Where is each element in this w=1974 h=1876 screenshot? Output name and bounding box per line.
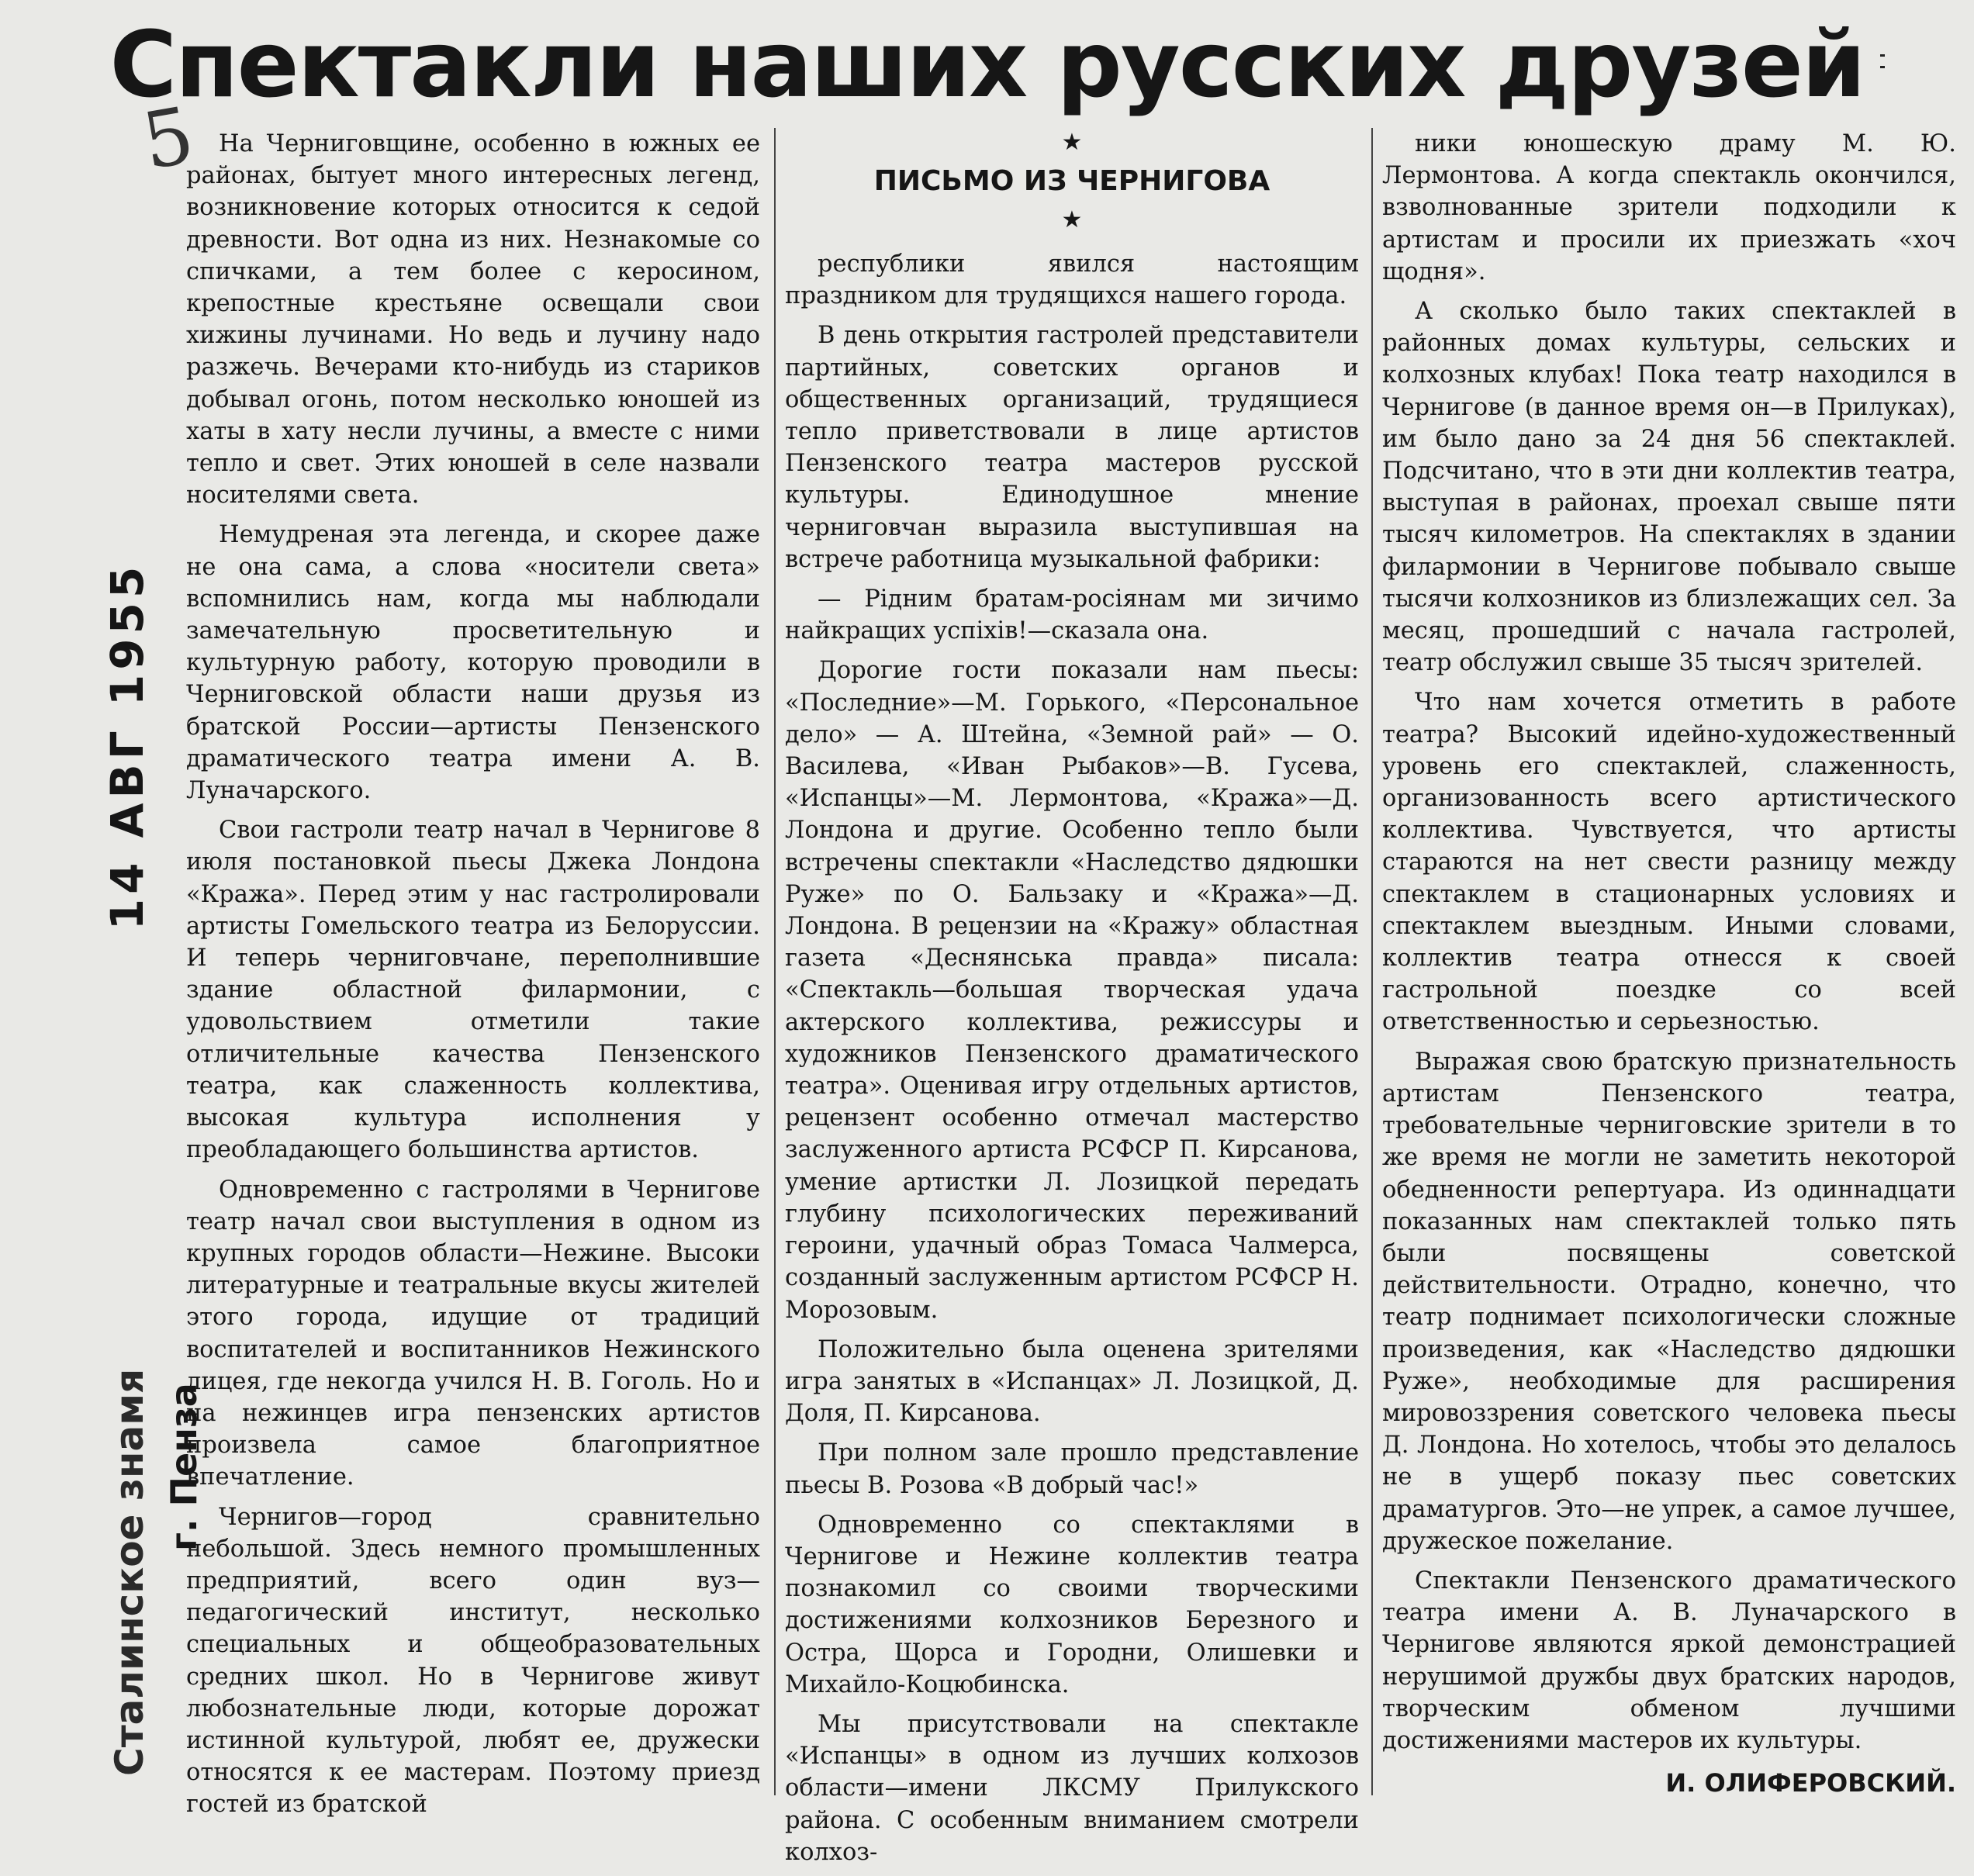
column-1 [186, 128, 760, 1829]
column-divider [774, 128, 776, 1795]
paragraph: республики явился настоящим праздником для трудящихся нашего города. [785, 250, 1359, 310]
author-signature: И. ОЛИФЕРОВСКИЙ. [1665, 1768, 1956, 1798]
paragraph: Одновременно со спектаклями в Чернигове и Нежине коллектив театра познакомил со своими творческими достижениями колхозников Березного и Остра, Щорса и Городни, Олишевки и Михайло-Коцюбинска. [785, 1511, 1359, 1698]
paragraph: Что нам хочется отметить в работе театра? Высокий идейно-художественный уровень его спектаклей, слаженность, организованность всего артистического коллектива. Чувствуется, что артисты стараются на нет свести разницу между спектаклем в стационарных условиях и спектаклем выездным. Иными словами, коллектив театра отнесся к своей гастрольной поездке со всей ответственностью и серьезностью. [1382, 689, 1956, 1036]
paragraph: Положительно была оценена зрителями игра занятых в «Испанцах» Л. Лозицкой, Д. Доля, П. Кирсанова. [785, 1335, 1359, 1428]
paragraph: ники юношескую драму М. Ю. Лермонтова. А когда спектакль окончился, взволнованные зрители подходили к артистам и просили их приезжать «хоч щодня». [1382, 130, 1956, 285]
margin-mark: 5 [136, 89, 201, 188]
star-icon: ★ [1061, 129, 1083, 156]
paragraph: Немудреная эта легенда, и скорее даже не она сама, а слова «носители света» вспомнились нам, когда мы наблюдали замечательную просветительную и культурную работу, которую проводили в Черниговской области наши друзья из братской России—артисты Пензенского драматического театра имени А. В. Луначарского. [186, 521, 760, 805]
column-divider [1371, 128, 1373, 1795]
stamp-newspaper: Сталинское знамя [107, 1368, 152, 1776]
star-icon: ★ [1061, 206, 1083, 233]
stamp-city: г. Пенза [163, 1383, 205, 1551]
paragraph: Мы присутствовали на спектакле «Испанцы» в одном из лучших колхозов области—имени ЛКСМУ Прилукского района. С особенным вниманием смотрели колхоз- [785, 1710, 1359, 1866]
paragraph: Спектакли Пензенского драматического театра имени А. В. Луначарского в Чернигове являются яркой демонстрацией нерушимой дружбы двух братских народов, творческим обменом лучшими достижениями мастеров их культуры. [1382, 1567, 1956, 1754]
paragraph: В день открытия гастролей представители партийных, советских органов и общественных организаций, трудящиеся тепло приветствовали в лице артистов Пензенского театра мастеров русской культуры. Единодушное мнение черниговчан выразила выступившая на встрече работница музыкальной фабрики: [785, 322, 1359, 573]
paragraph: — Рідним братам-росіянам ми зичимо найкращих успіхів!—сказала она. [785, 586, 1359, 645]
paragraph: А сколько было таких спектаклей в районных домах культуры, сельских и колхозных клубах! Пока театр находился в Чернигове (в данное время он—в Прилуках), им было дано за 24 дня 56 спектаклей. Подсчитано, что в эти дни коллектив театра, выступая в районах, проехал свыше пяти тысяч километров. На спектаклях в здании филармонии в Чернигове побывало свыше тысячи колхозников из близлежащих сел. За месяц, прошедший с начала гастролей, театр обслужил свыше 35 тысяч зрителей. [1382, 298, 1956, 677]
date-stamp [101, 562, 154, 1776]
column-3 [1382, 128, 1956, 1807]
paragraph: При полном зале прошло представление пьесы В. Розова «В добрый час!» [785, 1439, 1359, 1499]
paragraph: На Черниговщине, особенно в южных ее районах, бытует много интересных легенд, возникновение которых относится к седой древности. Вот одна из них. Незнакомые со спичками, а тем более с керосином, крепостные крестьяне освещали свои хижины лучинами. Но ведь и лучину надо разжечь. Вечерами кто-нибудь из стариков добывал огонь, потом несколько юношей из хаты в хату несли лучины, а вместе с ними тепло и свет. Этих юношей в селе назвали носителями света. [186, 130, 760, 510]
subheading [785, 124, 1359, 239]
paragraph: Чернигов—город сравнительно небольшой. Здесь немного промышленных предприятий, всего один вуз—педагогический институт, несколько специальных и общеобразовательных средних школ. Но в Чернигове живут любознательные люди, которые дорожат истинной культурой, любят ее, дружески относятся к ее мастерам. Поэтому приезд гостей из братской [186, 1503, 760, 1819]
headline-text: Спектакли наших русских друзей [94, 11, 1879, 118]
subheading-text: ПИСЬМО ИЗ ЧЕРНИГОВА [873, 165, 1270, 197]
paragraph: Дорогие гости показали нам пьесы: «Последние»—М. Горького, «Персональное дело» — А. Штейна, «Земной рай» — О. Василева, «Иван Рыбаков»—В. Гусева, «Испанцы»—М. Лермонтова, «Кража»—Д. Лондона и другие. Особенно тепло были встречены спектакли «Наследство дядюшки Руже» по О. Бальзаку и «Кража»—Д. Лондона. В рецензии на «Кражу» областная газета «Деснянська правда» писала: «Спектакль—большая творческая удача актерского коллектива, режиссуры и художников Пензенского драматического театра». Оценивая игру отдельных артистов, рецензент особенно отмечал мастерство заслуженного артиста РСФСР П. Кирсанова, умение артистки Л. Лозицкой передать глубину психологических переживаний героини, удачный образ Томаса Чалмерса, созданный заслуженным артистом РСФСР Н. Морозовым. [785, 657, 1359, 1324]
column-2 [785, 248, 1359, 1876]
headline [0, 6, 1974, 123]
paragraph: Выражая свою братскую признательность артистам Пензенского театра, требовательные черниговские зрители в то же время не могли не заметить некоторой обедненности репертуара. Из одиннадцати показанных нам спектаклей только пять были посвящены советской действительности. Отрадно, конечно, что театр поднимает психологически сложные произведения, как «Наследство дядюшки Руже», необходимые для расширения мировоззрения советского человека пьесы Д. Лондона. Но хотелось, чтобы это делалось не в ущерб показу пьес советских драматургов. Это—не упрек, а самое лучшее, дружеское пожелание. [1382, 1048, 1956, 1555]
stamp-date: 14 АВГ 1955 [101, 561, 154, 931]
paragraph: Свои гастроли театр начал в Чернигове 8 июля постановкой пьесы Джека Лондона «Кража». Перед этим у нас гастролировали артисты Гомельского театра из Белоруссии. И теперь черниговчане, переполнившие здание областной филармонии, с удовольствием отметили такие отличительные качества Пензенского театра, как слаженность коллектива, высокая культура исполнения у преобладающего большинства артистов. [186, 817, 760, 1164]
paragraph: Одновременно с гастролями в Чернигове театр начал свои выступления в одном из крупных городов области—Нежине. Высоки литературные и театральные вкусы жителей этого города, идущие от традиций воспитателей и воспитанников Нежинского лицея, где некогда учился Н. В. Гоголь. Но и на нежинцев игра пензенских артистов произвела самое благоприятное впечатление. [186, 1176, 760, 1491]
